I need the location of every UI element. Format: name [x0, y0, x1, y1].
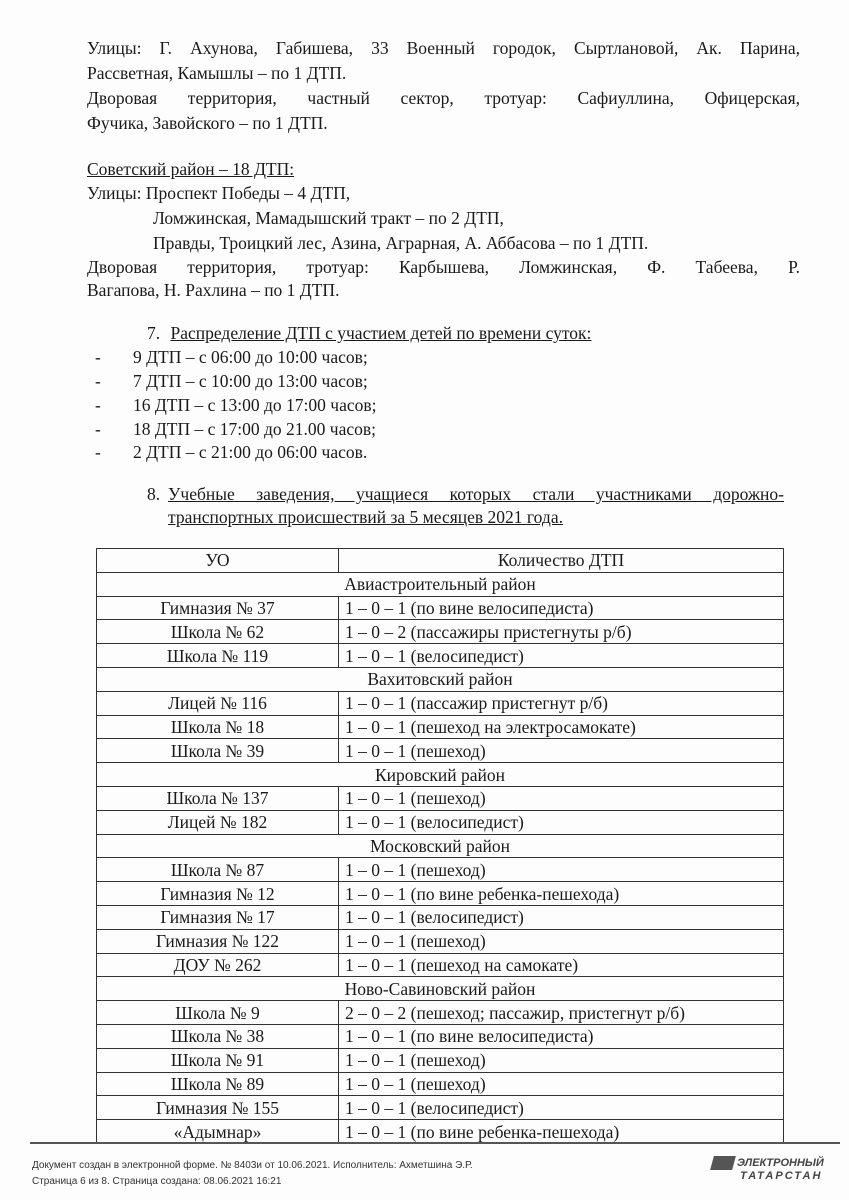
table-row	[97, 1096, 784, 1120]
section7-heading	[147, 322, 849, 344]
dtp-count: 1 – 0 – 1 (пешеход)	[339, 1072, 784, 1096]
table-row	[97, 929, 784, 953]
school-name: Гимназия № 12	[97, 882, 339, 906]
district-name: Вахитовский район	[97, 667, 784, 691]
school-name: «Адымнар»	[97, 1120, 339, 1144]
dtp-count: 1 – 0 – 1 (велосипедист)	[339, 810, 784, 834]
school-name: Гимназия № 37	[97, 596, 339, 620]
school-name: Лицей № 182	[97, 810, 339, 834]
dtp-count: 1 – 0 – 1 (пешеход)	[339, 929, 784, 953]
dtp-count: 1 – 0 – 1 (пешеход)	[339, 739, 784, 763]
dtp-count: 1 – 0 – 1 (пешеход на самокате)	[339, 953, 784, 977]
intro-line: Рассветная, Камышлы – по 1 ДТП.	[87, 63, 347, 83]
school-name: Гимназия № 17	[97, 905, 339, 929]
dtp-count: 1 – 0 – 1 (по вине ребенка-пешехода)	[339, 1120, 784, 1144]
footer-line2: Страница 6 из 8. Страница создана: 08.06.2021 16:21	[32, 1176, 282, 1187]
table-row	[97, 1024, 784, 1048]
school-name: Школа № 91	[97, 1048, 339, 1072]
dtp-count: 1 – 0 – 1 (по вине велосипедиста)	[339, 596, 784, 620]
electronic-tatarstan-logo: ЭЛЕКТРОННЫЙ ТАТАРСТАН	[712, 1156, 824, 1182]
school-name: Школа № 119	[97, 644, 339, 668]
time-item: - 9 ДТП – с 06:00 до 10:00 часов;	[95, 347, 368, 367]
footer-line1: Документ создан в электронной форме. № 8403и от 10.06.2021. Исполнитель: Ахметшина Э.Р.	[32, 1160, 473, 1171]
table-row	[97, 739, 784, 763]
school-name: Школа № 18	[97, 715, 339, 739]
district-row	[97, 667, 784, 691]
school-name: Школа № 62	[97, 620, 339, 644]
footer-divider	[30, 1142, 840, 1144]
table-row	[97, 620, 784, 644]
dtp-count: 1 – 0 – 1 (пассажир пристегнут р/б)	[339, 691, 784, 715]
table-row	[97, 715, 784, 739]
district-row	[97, 572, 784, 596]
table-row	[97, 858, 784, 882]
sovetsky-line: Ломжинская, Мамадышский тракт – по 2 ДТП,	[153, 208, 504, 228]
district-name: Ново-Савиновский район	[97, 977, 784, 1001]
section8-title-line2: транспортных происшествий за 5 месяцев 2021 года.	[168, 507, 563, 527]
dtp-count: 1 – 0 – 1 (пешеход)	[339, 858, 784, 882]
district-name: Московский район	[97, 834, 784, 858]
dtp-count: 1 – 0 – 1 (пешеход на электросамокате)	[339, 715, 784, 739]
header-uo: УО	[97, 549, 339, 573]
dtp-count: 1 – 0 – 1 (велосипедист)	[339, 905, 784, 929]
section8-number: 8.	[147, 484, 161, 504]
sovetsky-line: Правды, Троицкий лес, Азина, Аграрная, А. Аббасова – по 1 ДТП.	[153, 233, 649, 253]
sovetsky-heading: Советский район – 18 ДТП:	[87, 159, 295, 179]
section7-title: Распределение ДТП с участием детей по времени суток:	[170, 323, 592, 343]
table-row	[97, 1072, 784, 1096]
school-name: Гимназия № 122	[97, 929, 339, 953]
district-name: Кировский район	[97, 763, 784, 787]
dtp-count: 1 – 0 – 2 (пассажиры пристегнуты р/б)	[339, 620, 784, 644]
intro-line: Дворовая территория, частный сектор, тротуар: Сафиуллина, Офицерская,	[87, 88, 800, 108]
district-row	[97, 834, 784, 858]
district-name: Авиастроительный район	[97, 572, 784, 596]
table-row	[97, 786, 784, 810]
table-row	[97, 1048, 784, 1072]
school-name: Гимназия № 155	[97, 1096, 339, 1120]
school-name: ДОУ № 262	[97, 953, 339, 977]
dtp-count: 1 – 0 – 1 (пешеход)	[339, 1048, 784, 1072]
table-row	[97, 905, 784, 929]
school-name: Школа № 137	[97, 786, 339, 810]
table-row	[97, 1001, 784, 1025]
table-row	[97, 596, 784, 620]
intro-line: Фучика, Завойского – по 1 ДТП.	[87, 113, 328, 133]
table-row	[97, 810, 784, 834]
district-row	[97, 977, 784, 1001]
table-row	[97, 644, 784, 668]
table-header-row	[97, 549, 784, 573]
dtp-count: 1 – 0 – 1 (пешеход)	[339, 786, 784, 810]
school-name: Школа № 39	[97, 739, 339, 763]
time-item: - 2 ДТП – с 21:00 до 06:00 часов.	[95, 442, 368, 462]
table-row	[97, 691, 784, 715]
dtp-count: 1 – 0 – 1 (велосипедист)	[339, 1096, 784, 1120]
school-name: Школа № 38	[97, 1024, 339, 1048]
dtp-count: 1 – 0 – 1 (велосипедист)	[339, 644, 784, 668]
time-item: - 7 ДТП – с 10:00 до 13:00 часов;	[95, 371, 368, 391]
table-row	[97, 882, 784, 906]
dtp-count: 1 – 0 – 1 (по вине ребенка-пешехода)	[339, 882, 784, 906]
dtp-count: 2 – 0 – 2 (пешеход; пассажир, пристегнут р/б)	[339, 1001, 784, 1025]
logo-mark-icon	[710, 1156, 736, 1170]
table-row	[97, 953, 784, 977]
section7-number: 7.	[147, 323, 161, 343]
sovetsky-line: Вагапова, Н. Рахлина – по 1 ДТП.	[87, 280, 340, 300]
schools-table	[96, 548, 784, 1144]
sovetsky-line: Улицы: Проспект Победы – 4 ДТП,	[87, 183, 351, 203]
school-name: Школа № 89	[97, 1072, 339, 1096]
school-name: Лицей № 116	[97, 691, 339, 715]
district-row	[97, 763, 784, 787]
school-name: Школа № 87	[97, 858, 339, 882]
time-item: - 16 ДТП – с 13:00 до 17:00 часов;	[95, 395, 377, 415]
sovetsky-line: Дворовая территория, тротуар: Карбышева, Ломжинская, Ф. Табеева, Р.	[87, 257, 800, 277]
dtp-count: 1 – 0 – 1 (по вине велосипедиста)	[339, 1024, 784, 1048]
time-item: - 18 ДТП – с 17:00 до 21.00 часов;	[95, 419, 377, 439]
header-dtp-count: Количество ДТП	[339, 549, 784, 573]
section8-title-line1: Учебные заведения, учащиеся которых стали участниками дорожно-	[168, 484, 784, 504]
table-row	[97, 1120, 784, 1144]
school-name: Школа № 9	[97, 1001, 339, 1025]
intro-line: Улицы: Г. Ахунова, Габишева, 33 Военный городок, Сыртлановой, Ак. Парина,	[87, 38, 800, 58]
